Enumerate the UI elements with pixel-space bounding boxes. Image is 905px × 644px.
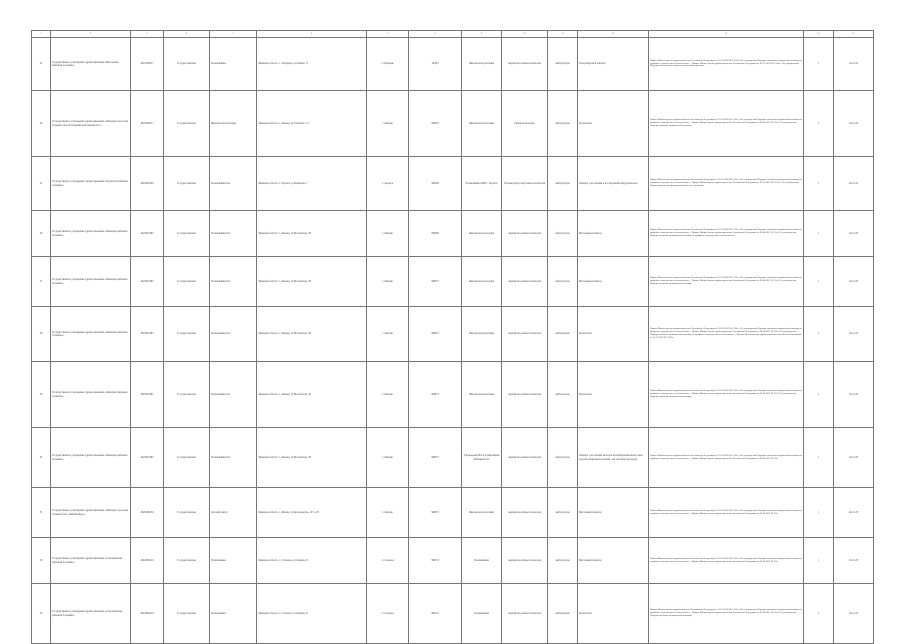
cell-name: Поликлиника №3	[210, 307, 257, 362]
cell-qty: 1	[804, 362, 834, 428]
cell-equip: Аппарат для лечения и исследования хирургического	[578, 157, 649, 211]
cell-city: г. Лебедянь	[367, 38, 409, 91]
cell-form: Государственная	[164, 257, 210, 307]
cell-basis: Приказ Министерства здравоохранения Российской Федерации от 20.10.2020 № 1130н «Об утверждении Порядка оказания медицинской помощи по профилю «акушерство и гинекология»», Приказ Министерства здравоохранения Российской Федерации от 28.04.2011 № 364	[649, 488, 804, 538]
cell-name: Поликлиника №2	[210, 428, 257, 488]
cell-org: Государственное учреждение здравоохранения «Липецкая районная больница»	[51, 362, 131, 428]
cell-addr: Липецкая область, г. Липецк, ул.Московская, 36	[257, 362, 367, 428]
cell-addr: Липецкая область, с. Становое, ул.Ленина, 21	[257, 584, 367, 644]
cell-cond: Амбулаторно	[548, 362, 578, 428]
cell-cond: Амбулаторно	[548, 38, 578, 91]
cell-basis: Приказ Министерства здравоохранения Российской Федерации от 20.10.2020 № 1130н «Об утверждении Порядка оказания медицинской помощи по профилю «акушерство и гинекология»», Приказ Министерства здравоохранения Российской Федерации от 28.04.2011 № 364	[649, 428, 804, 488]
cell-qty: 1	[804, 211, 834, 257]
cell-cond: Амбулаторно	[548, 584, 578, 644]
cell-n: 30	[32, 428, 51, 488]
cell-inn: 4825021985	[131, 428, 164, 488]
cell-idx: 398075	[409, 307, 462, 362]
cell-kind: Женская консультация	[462, 307, 502, 362]
cell-name: Поликлиника №2	[210, 257, 257, 307]
cell-org: Государственное учреждение здравоохранения «Становлянская районная больница»	[51, 538, 131, 584]
cell-n: 26	[32, 211, 51, 257]
cell-addr: Липецкая область, г. Липецк, ул.Московская, 36	[257, 307, 367, 362]
cell-n: 32	[32, 538, 51, 584]
cell-date: 19.12.23	[834, 211, 874, 257]
cell-org: Государственное учреждение здравоохранения «Липецкая районная больница»	[51, 211, 131, 257]
cell-addr: Липецкая область, г. Липецк, ул.Московская, 36	[257, 211, 367, 257]
cell-date: 19.12.23	[834, 584, 874, 644]
cell-basis: Приказ Министерства здравоохранения Российской Федерации от 20.10.2020 № 1130н «Об утверждении Порядка оказания медицинской помощи по профилю «акушерство и гинекология»», Приказ Министерства здравоохранения Российской Федерации от 28.04.2011 № 364 «Об утверждении Порядка оказания медицинской помощи»	[649, 257, 804, 307]
cell-idx: 398055	[409, 91, 462, 157]
cell-addr: Липецкая область, г. Липецк, ул.Гагарина, 117	[257, 91, 367, 157]
cell-prof: Гинекологическая	[502, 91, 548, 157]
cell-name: Поликлиника	[210, 584, 257, 644]
cell-org: Государственное учреждение здравоохранения «Липецкая районная больница»	[51, 257, 131, 307]
cell-date: 19.12.23	[834, 307, 874, 362]
cell-org: Государственное учреждение здравоохранения «Липецкая городская больница №4 «Липецк-Мед»»	[51, 488, 131, 538]
cell-kind: Женская консультация	[462, 362, 502, 428]
cell-cond: Амбулаторно	[548, 538, 578, 584]
cell-equip: Кольпоскоп	[578, 307, 649, 362]
cell-qty: 1	[804, 257, 834, 307]
cell-kind: Женская консультация	[462, 257, 502, 307]
table-row	[32, 307, 874, 362]
cell-n: 24	[32, 91, 51, 157]
cell-name: Женская консультация	[210, 91, 257, 157]
cell-date: 19.12.23	[834, 91, 874, 157]
cell-org: Государственное учреждение здравоохранения «Липецкая городская больница скорой медицинской помощи № 1»	[51, 91, 131, 157]
cell-kind: Женская консультация	[462, 38, 502, 91]
cell-kind: Поликлиника	[462, 584, 502, 644]
cell-city: с. Становое	[367, 584, 409, 644]
cell-name: Поликлиника	[210, 38, 257, 91]
column-number-10: 10	[502, 31, 548, 38]
cell-city: г. Липецк	[367, 257, 409, 307]
cell-form: Государственная	[164, 584, 210, 644]
cell-prof: Акушерско-гинекологическая	[502, 584, 548, 644]
cell-idx: 398020	[409, 211, 462, 257]
cell-kind: Поликлиника ЦРБ г. Задонск	[462, 157, 502, 211]
table-row	[32, 538, 874, 584]
cell-qty: 1	[804, 307, 834, 362]
cell-kind: Поликлиника	[462, 538, 502, 584]
cell-qty: 1	[804, 38, 834, 91]
column-number-4: 4	[164, 31, 210, 38]
cell-inn: 4825066250	[131, 488, 164, 538]
cell-n: 28	[32, 307, 51, 362]
column-number-15: 15	[834, 31, 874, 38]
cell-basis: Приказ Министерства здравоохранения Российской Федерации от 20.10.2020 № 1130н «Об утверждении Порядка оказания медицинской помощи по профилю «акушерство и гинекология»», Приказ Министерства здравоохранения Российской Федерации от 28.04.2011 № 364 «Об утверждении Порядка оказания медицинской помощи»	[649, 362, 804, 428]
column-number-1: 1	[32, 31, 51, 38]
table-body	[32, 31, 874, 644]
cell-city: с. Становое	[367, 538, 409, 584]
cell-prof: Акушерско-гинекологическая	[502, 257, 548, 307]
cell-inn: 4825021985	[131, 307, 164, 362]
column-number-14: 14	[804, 31, 834, 38]
cell-addr: Липецкая область, с. Лебедянь, ул.Ленина, 71	[257, 38, 367, 91]
cell-qty: 1	[804, 538, 834, 584]
cell-prof: Акушерско-гинекологическая	[502, 38, 548, 91]
table-row	[32, 211, 874, 257]
cell-basis: Приказ Министерства здравоохранения Российской Федерации от 20.10.2020 № 1130н «Об утверждении Порядка оказания медицинской помощи по профилю «акушерство и гинекология»», Приказ Министерства здравоохранения Российской Федерации от 28.04.2011 № 364	[649, 538, 804, 584]
cell-inn: 4814009410	[131, 584, 164, 644]
cell-n: 27	[32, 257, 51, 307]
cell-city: г. Липецк	[367, 307, 409, 362]
table-row	[32, 91, 874, 157]
cell-qty: 1	[804, 91, 834, 157]
cell-qty: 1	[804, 428, 834, 488]
cell-prof: Акушерско-гинекологическая	[502, 538, 548, 584]
cell-form: Государственная	[164, 362, 210, 428]
cell-org: Государственное учреждение здравоохранения «Становлянская районная больница»	[51, 584, 131, 644]
cell-org: Государственное учреждение здравоохранения «Липецкая районная больница»	[51, 428, 131, 488]
cell-cond: Амбулаторно	[548, 428, 578, 488]
table-row	[32, 584, 874, 644]
cell-inn: 4825021985	[131, 362, 164, 428]
cell-cond: Амбулаторно	[548, 257, 578, 307]
cell-equip: Ультразвуковой аппарат	[578, 38, 649, 91]
cell-cond: Амбулаторно	[548, 157, 578, 211]
cell-prof: Акушерско-гинекологическая	[502, 488, 548, 538]
cell-qty: 1	[804, 488, 834, 538]
cell-prof: Детская (взрослая) гинекологическая	[502, 157, 548, 211]
table-row	[32, 488, 874, 538]
cell-form: Государственная	[164, 538, 210, 584]
column-number-2: 2	[51, 31, 131, 38]
cell-idx: 398075	[409, 257, 462, 307]
cell-equip: Кольпоскоп	[578, 362, 649, 428]
cell-idx: 193ДЗ	[409, 38, 462, 91]
cell-name: Поликлиника	[210, 538, 257, 584]
cell-equip: Аппарат для лечения методом интерференционных токов, для ингаляционной терапии, для тепловых процедур	[578, 428, 649, 488]
table-row	[32, 257, 874, 307]
cell-n: 29	[32, 362, 51, 428]
cell-city: г. Липецк	[367, 362, 409, 428]
cell-inn: 4825021985	[131, 257, 164, 307]
cell-org: Государственное учреждение здравоохранения «Задонская районная больница»	[51, 157, 131, 211]
cell-cond: Амбулаторно	[548, 91, 578, 157]
cell-kind: Женская консультация	[462, 211, 502, 257]
cell-inn: 4814009410	[131, 538, 164, 584]
cell-n: 23	[32, 38, 51, 91]
cell-name: Поликлиника №2	[210, 211, 257, 257]
cell-basis: Приказ Министерства здравоохранения Российской Федерации от 20.10.2020 № 1130н «Об утверждении Порядка оказания медицинской помощи по профилю «акушерство и гинекология»», Приказ Министерства здравоохранения Российской Федерации от 28.04.2011 № 364 «Об утверждении Порядка оказания медицинской помощи по профилю «акушерство и гинекология»»	[649, 211, 804, 257]
column-number-7: 7	[367, 31, 409, 38]
cell-equip: Кольпоскоп	[578, 91, 649, 157]
cell-equip: Фетальный монитор	[578, 211, 649, 257]
cell-city: г. Липецк	[367, 211, 409, 257]
column-number-8: 8	[409, 31, 462, 38]
register-table	[31, 30, 874, 644]
cell-basis: Приказ Министерства здравоохранения Российской Федерации от 20.10.2020 № 1130н «Об утверждении Порядка оказания медицинской помощи по профилю «акушерство и гинекология»», Приказ Министерства здравоохранения Российской Федерации от 28.04.2011 № 364 «Об утверждении Порядка оказания медицинской помощи»	[649, 91, 804, 157]
cell-city: г. Задонск	[367, 157, 409, 211]
cell-date: 19.12.23	[834, 428, 874, 488]
cell-kind: Женская консультация	[462, 91, 502, 157]
cell-kind: Женская консультация	[462, 488, 502, 538]
cell-addr: Липецкая область, г. Липецк, ул.Московская, 36	[257, 428, 367, 488]
cell-date: 19.12.23	[834, 362, 874, 428]
column-number-9: 9	[462, 31, 502, 38]
cell-inn: 4816001840	[131, 157, 164, 211]
cell-form: Государственная	[164, 211, 210, 257]
cell-inn: 4825021985	[131, 211, 164, 257]
cell-form: Государственная	[164, 38, 210, 91]
cell-city: г. Липецк	[367, 428, 409, 488]
cell-org: Государственное учреждение здравоохранения «Липецкая районная больница»	[51, 307, 131, 362]
cell-prof: Акушерско-гинекологическая	[502, 211, 548, 257]
cell-idx: 398075	[409, 488, 462, 538]
column-number-3: 3	[131, 31, 164, 38]
cell-date: 19.12.23	[834, 538, 874, 584]
column-number-13: 13	[649, 31, 804, 38]
column-number-12: 12	[578, 31, 649, 38]
column-number-6: 6	[257, 31, 367, 38]
cell-addr: Липецкая область, с. Становое, ул.Ленина, 21	[257, 538, 367, 584]
cell-equip: Фетальный монитор	[578, 538, 649, 584]
cell-qty: 1	[804, 157, 834, 211]
cell-addr: Липецкая область, г. Липецк, ул.Космонавтов, 107, к. В	[257, 488, 367, 538]
cell-idx: 398075	[409, 362, 462, 428]
cell-cond: Амбулаторно	[548, 211, 578, 257]
cell-name: Поликлиника №1	[210, 362, 257, 428]
cell-inn: 4825096517	[131, 91, 164, 157]
cell-name: Детский центр	[210, 488, 257, 538]
cell-form: Государственная	[164, 428, 210, 488]
cell-basis: Приказ Министерства здравоохранения Российской Федерации от 20.10.2020 № 1130н «Об утверждении Порядка оказания медицинской помощи по профилю «акушерство и гинекология»», Приказ Министерства здравоохранения Российской Федерации от 28.12.2012 № 1573н «Об утверждении Правил проведения функциональных исследований»	[649, 157, 804, 211]
cell-basis: Приказ Министерства здравоохранения Российской Федерации от 20.10.2020 № 1130н «Об утверждении Порядка оказания медицинской помощи по профилю «акушерство и гинекология»», Приказ Министерства здравоохранения Российской Федерации от 30.12.2020 № 1358н «Об утверждении Порядка обеспечения лекарственными препаратами»	[649, 38, 804, 91]
cell-org: Государственное учреждение здравоохранения «Ипатовская районная больница»	[51, 38, 131, 91]
cell-form: Государственная	[164, 307, 210, 362]
cell-addr: Липецкая область, г. Липецк, ул.Московская, 36	[257, 257, 367, 307]
cell-form: Государственная	[164, 91, 210, 157]
cell-cond: Амбулаторно	[548, 488, 578, 538]
cell-prof: Акушерско-гинекологическая	[502, 307, 548, 362]
cell-city: г. Липецк	[367, 91, 409, 157]
cell-n: 31	[32, 488, 51, 538]
cell-equip: Кольпоскоп	[578, 584, 649, 644]
cell-n: 25	[32, 157, 51, 211]
cell-date: 20.12.23	[834, 157, 874, 211]
cell-qty: 1	[804, 584, 834, 644]
cell-inn: 4610148977	[131, 38, 164, 91]
cell-equip: Фетальный монитор	[578, 488, 649, 538]
cell-form: Государственная	[164, 488, 210, 538]
table-row	[32, 362, 874, 428]
cell-idx: 399710	[409, 538, 462, 584]
cell-n: 33	[32, 584, 51, 644]
column-number-5: 5	[210, 31, 257, 38]
cell-form: Государственная	[164, 157, 210, 211]
cell-basis: Приказ Министерства здравоохранения Российской Федерации от 20.10.2020 № 1130н «Об утверждении Порядка оказания медицинской помощи по профилю «акушерство и гинекология»», Приказ Министерства здравоохранения Российской Федерации от 28.04.2011 № 364 «Об утверждении Порядка оказания медицинской помощи»	[649, 584, 804, 644]
cell-idx: 399200	[409, 157, 462, 211]
cell-kind: Учреждения МО и поликлиники Липецкой обл.	[462, 428, 502, 488]
cell-cond: Амбулаторно	[548, 307, 578, 362]
table-row	[32, 157, 874, 211]
table-row	[32, 428, 874, 488]
cell-equip: Фетальный монитор	[578, 257, 649, 307]
cell-date: 20.12.23	[834, 488, 874, 538]
cell-date: 19.12.23	[834, 38, 874, 91]
cell-prof: Акушерско-гинекологическая	[502, 362, 548, 428]
cell-prof: Акушерско-гинекологическая	[502, 428, 548, 488]
column-number-11: 11	[548, 31, 578, 38]
cell-idx: 399710	[409, 584, 462, 644]
table-row	[32, 38, 874, 91]
cell-idx: 398075	[409, 428, 462, 488]
header-row	[32, 31, 874, 38]
cell-name: Поликлиника №1	[210, 157, 257, 211]
cell-city: г. Липецк	[367, 488, 409, 538]
cell-addr: Липецкая область, г. Задонск, ул.Коммуны, 7	[257, 157, 367, 211]
cell-date: 19.12.23	[834, 257, 874, 307]
cell-basis: Приказ Министерства здравоохранения Российской Федерации от 20.10.2020 № 1130н «Об утверждении Порядка оказания медицинской помощи по профилю «акушерство и гинекология»», Приказ Министерства здравоохранения Российской Федерации от 28.04.2011 № 364 «Об утверждении Порядка оказания медицинской помощи по профилю «акушерство и гинекология»», Приказ Министерства здравоохранения Российской Федерации от 30.12.2020 № 1358н	[649, 307, 804, 362]
